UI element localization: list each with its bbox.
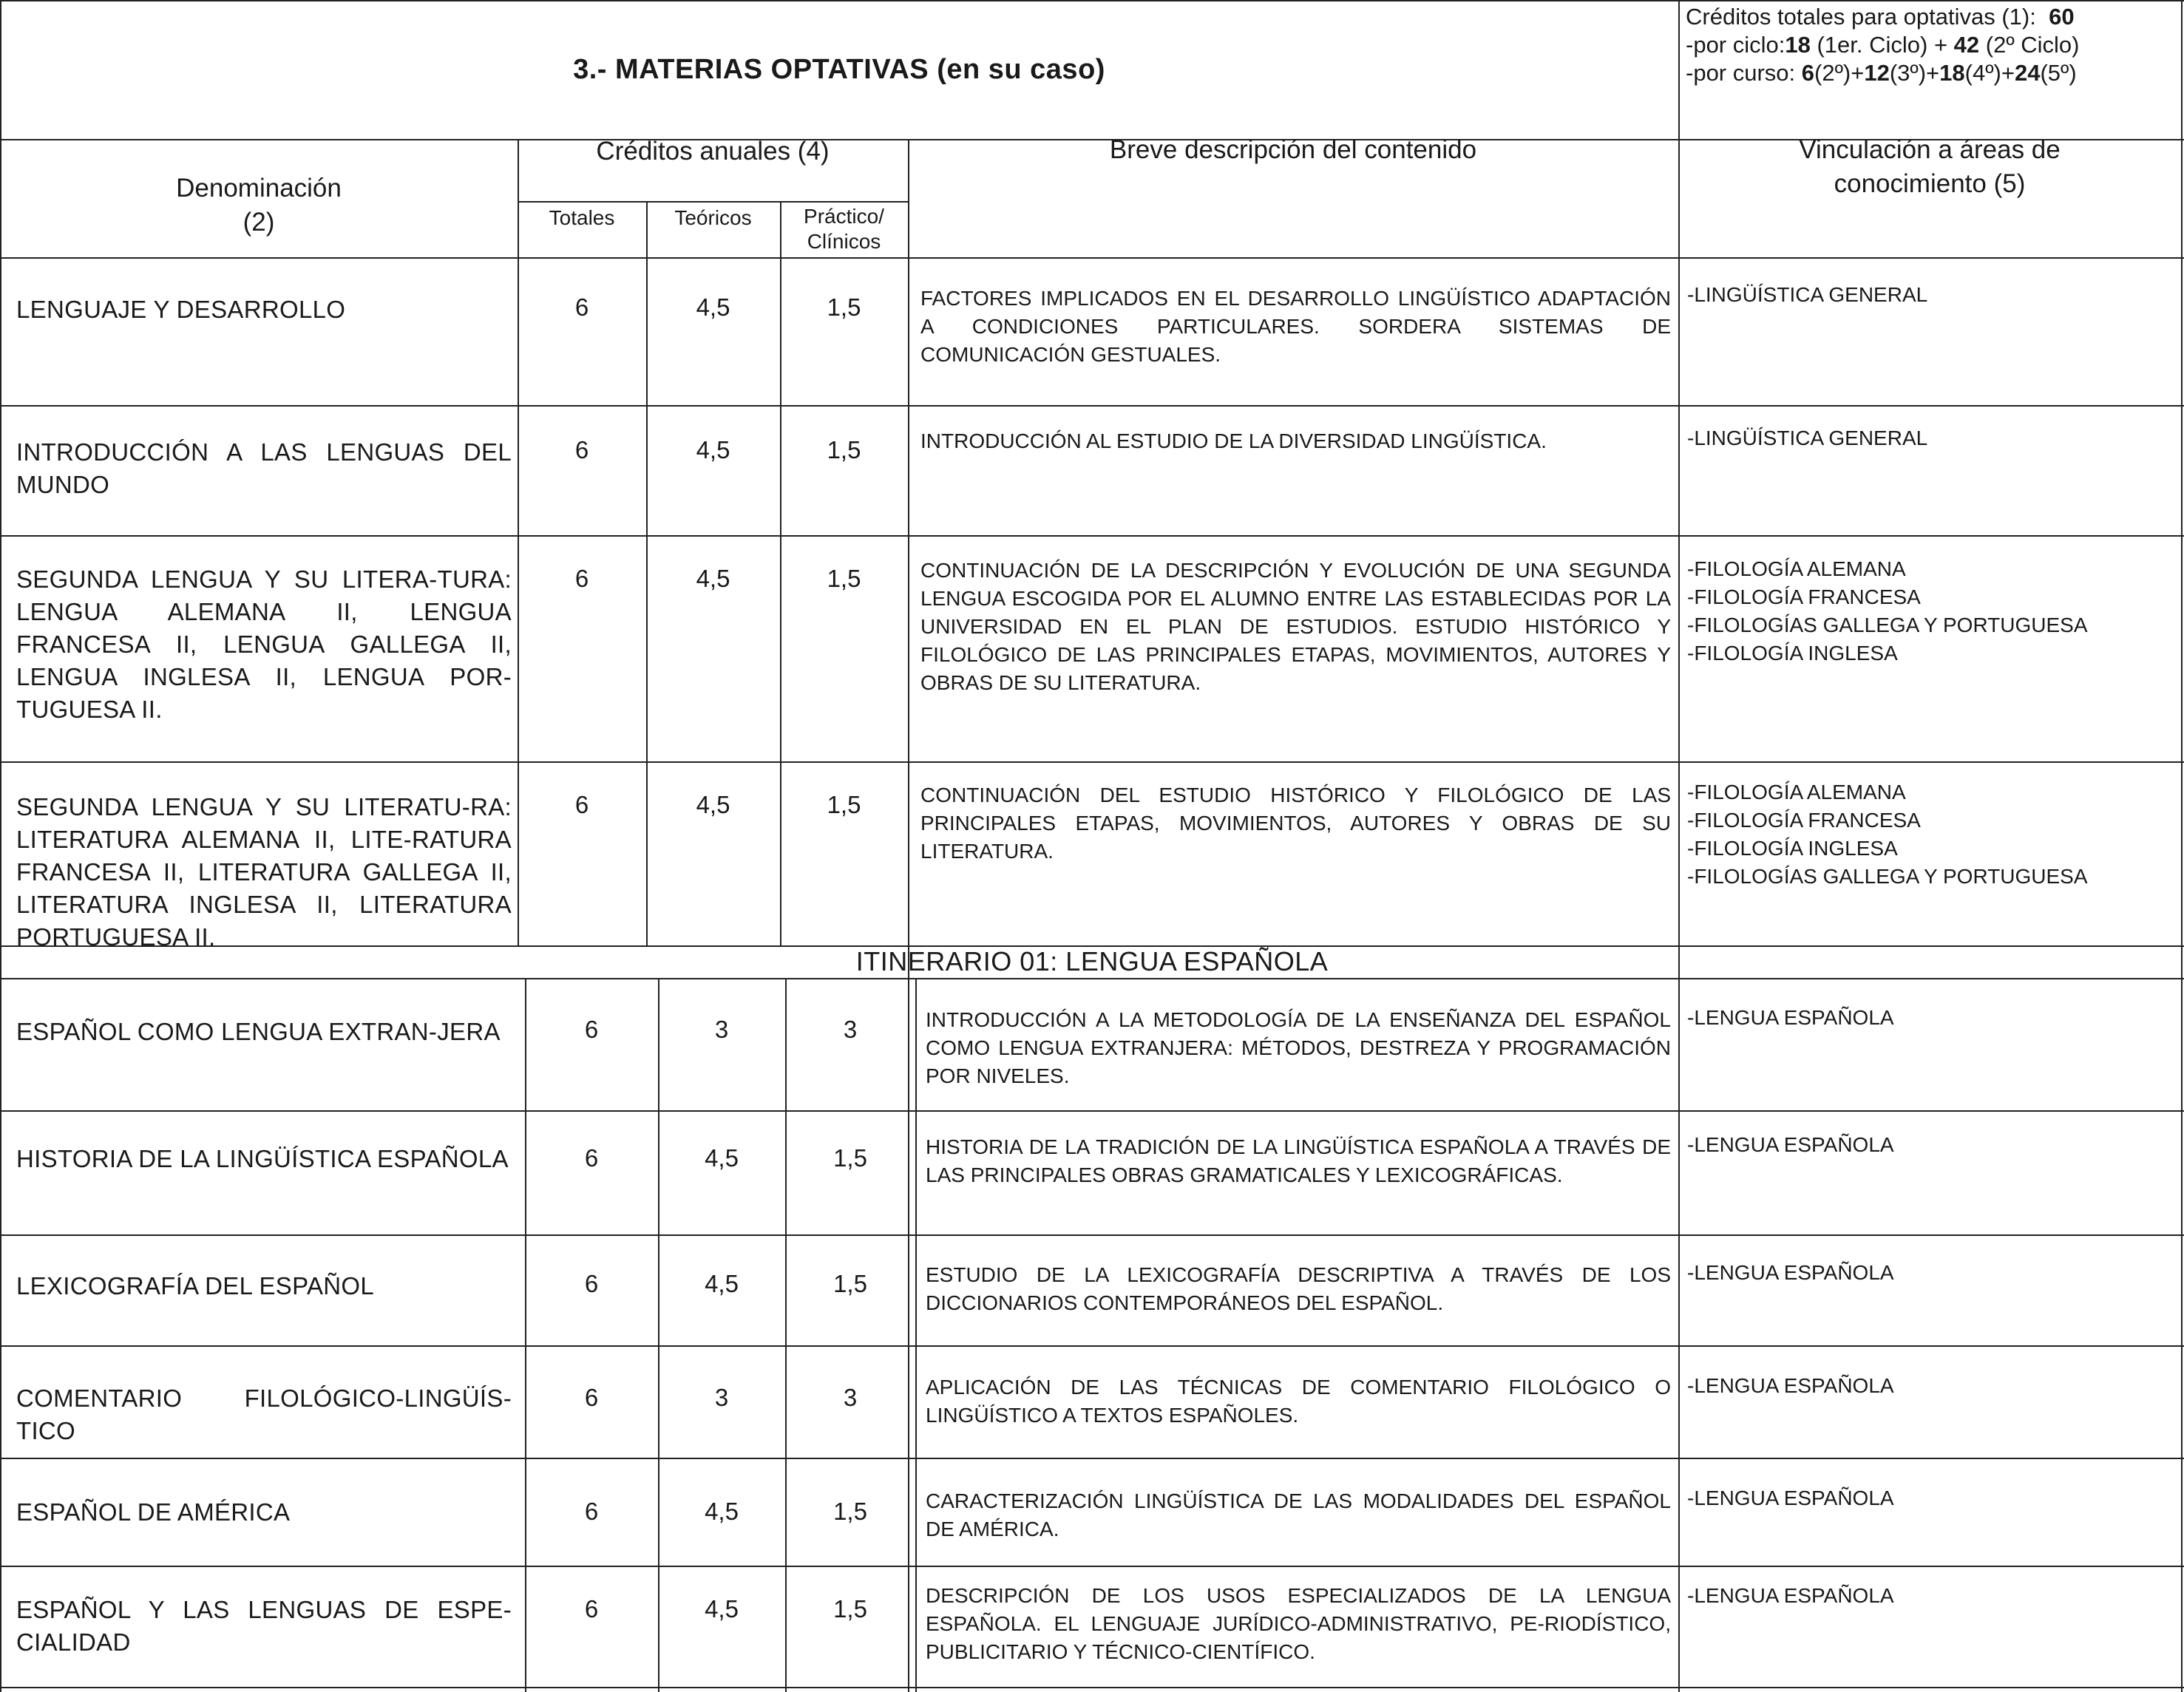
- credits-practicos: 1,5: [827, 436, 861, 463]
- area-item: -FILOLOGÍA INGLESA: [1687, 837, 1898, 860]
- area-item: -FILOLOGÍA FRANCESA: [1687, 809, 1921, 832]
- credits-course-2-label: (2º)+: [1814, 60, 1865, 86]
- course-name: INTRODUCCIÓN A LAS LENGUAS DEL MUNDO: [16, 438, 512, 498]
- rule-row-2: [0, 535, 2184, 537]
- header-teoricos: Teóricos: [674, 206, 752, 229]
- credits-course-label: -por curso:: [1686, 60, 1802, 86]
- credits-totales: 6: [574, 565, 589, 592]
- credits-totales: 6: [584, 1270, 599, 1297]
- credits-teoricos: 4,5: [696, 436, 730, 463]
- course-name: HISTORIA DE LA LINGÜÍSTICA ESPAÑOLA: [16, 1145, 509, 1172]
- credits-totales: 6: [584, 1498, 599, 1525]
- credits-cycle-2-label: (2º Ciclo): [1979, 32, 2080, 58]
- rule-row-5: [0, 1110, 2184, 1112]
- credits-course-2: 6: [1801, 60, 1815, 86]
- credits-totales: 6: [574, 293, 589, 321]
- rule-col-teoricos-2: [658, 978, 659, 1692]
- credits-practicos: 1,5: [833, 1595, 867, 1623]
- rule-row-8: [0, 1458, 2184, 1459]
- rule-col-areas: [1678, 0, 1680, 1692]
- credits-teoricos: 4,5: [705, 1144, 739, 1172]
- credits-teoricos: 4,5: [705, 1498, 739, 1525]
- header-creditos: Créditos anuales (4): [596, 137, 830, 166]
- area-item: -FILOLOGÍAS GALLEGA Y PORTUGUESA: [1687, 865, 2088, 888]
- course-description: ESTUDIO DE LA LEXICOGRAFÍA DESCRIPTIVA A TRAVÉS DE LOS DICCIONARIOS CONTEMPORÁNEOS DEL ESPAÑOL.: [926, 1263, 1671, 1314]
- course-description: CONTINUACIÓN DE LA DESCRIPCIÓN Y EVOLUCIÓN DE UNA SEGUNDA LENGUA ESCOGIDA POR EL ALUMNO ENTRE LAS ESTABLECIDAS POR LA UNIVERSIDAD EN EL PLAN DE ESTUDIOS. ESTUDIO HISTÓRICO Y FILOLÓGICO DE LAS PRINCIPALES ETAPAS, MOVIMIENTOS, AUTORES Y OBRAS DE SU LITERATURA.: [920, 559, 1671, 694]
- rule-col-desc: [908, 139, 909, 1692]
- course-areas: [1687, 778, 2183, 891]
- credits-summary: [1686, 3, 2181, 87]
- course-description: APLICACIÓN DE LAS TÉCNICAS DE COMENTARIO FILOLÓGICO O LINGÜÍSTICO A TEXTOS ESPAÑOLES.: [926, 1376, 1671, 1427]
- credits-practicos: 1,5: [827, 565, 861, 592]
- course-name: ESPAÑOL DE AMÉRICA: [16, 1498, 291, 1526]
- course-areas: [1687, 1372, 2183, 1400]
- course-name: SEGUNDA LENGUA Y SU LITERA-TURA: LENGUA ALEMANA II, LENGUA FRANCESA II, LENGUA GALLEGA II, LENGUA INGLESA II, LENGUA POR-TUGUESA II.: [16, 565, 512, 723]
- course-description: INTRODUCCIÓN AL ESTUDIO DE LA DIVERSIDAD LINGÜÍSTICA.: [920, 429, 1547, 452]
- course-areas: [1687, 1004, 2183, 1032]
- credits-total-label: Créditos totales para optativas (1):: [1686, 4, 2036, 30]
- credits-practicos: 1,5: [827, 791, 861, 818]
- course-name: LENGUAJE Y DESARROLLO: [16, 296, 346, 323]
- rule-row-1: [0, 405, 2184, 407]
- header-practicos: [780, 204, 908, 254]
- area-item: -LENGUA ESPAÑOLA: [1687, 1487, 1894, 1509]
- course-description: HISTORIA DE LA TRADICIÓN DE LA LINGÜÍSTICA ESPAÑOLA A TRAVÉS DE LAS PRINCIPALES OBRAS GRAMATICALES Y LEXICOGRÁFICAS.: [926, 1135, 1671, 1186]
- course-areas: [1687, 1484, 2183, 1512]
- credits-totales: 6: [584, 1016, 599, 1043]
- course-description: DESCRIPCIÓN DE LOS USOS ESPECIALIZADOS DE LA LENGUA ESPAÑOLA. EL LENGUAJE JURÍDICO-ADMINISTRATIVO, PE-RIODÍSTICO, PUBLICITARIO Y TÉCNICO-CIENTÍFICO.: [926, 1584, 1671, 1663]
- rule-row-3: [0, 761, 2184, 763]
- credits-teoricos: 4,5: [696, 791, 730, 818]
- credits-teoricos: 4,5: [696, 565, 730, 592]
- rule-col-practicos-2: [785, 978, 787, 1692]
- credits-teoricos: 3: [714, 1384, 729, 1411]
- credits-totales: 6: [574, 436, 589, 463]
- credits-practicos: 1,5: [833, 1144, 867, 1172]
- header-vinculacion-line1: Vinculación a áreas de: [1799, 135, 2061, 164]
- course-areas: [1687, 424, 2183, 452]
- course-areas: [1687, 1259, 2183, 1287]
- course-areas: [1687, 1131, 2183, 1159]
- area-item: -LENGUA ESPAÑOLA: [1687, 1133, 1894, 1156]
- credits-course-5-label: (5º): [2040, 60, 2077, 86]
- credits-course-4: 18: [1939, 60, 1965, 86]
- credits-practicos: 1,5: [827, 293, 861, 321]
- course-description: CONTINUACIÓN DEL ESTUDIO HISTÓRICO Y FILOLÓGICO DE LAS PRINCIPALES ETAPAS, MOVIMIENTOS, AUTORES Y OBRAS DE SU LITERATURA.: [920, 784, 1671, 863]
- page-title: 3.- MATERIAS OPTATIVAS (en su caso): [573, 53, 1105, 85]
- credits-totales: 6: [584, 1595, 599, 1623]
- rule-col-desc-2: [915, 978, 917, 1692]
- header-practicos-line1: Práctico/: [804, 205, 884, 228]
- header-vinculacion-line2: conocimiento (5): [1834, 169, 2026, 198]
- header-denominacion-note: (2): [243, 208, 275, 237]
- rule-col-totales: [518, 139, 519, 945]
- course-name: COMENTARIO FILOLÓGICO-LINGÜÍS-TICO: [16, 1384, 512, 1444]
- credits-cycle-1-label: (1er. Ciclo) +: [1810, 32, 1954, 58]
- credits-practicos: 1,5: [833, 1498, 867, 1525]
- credits-practicos: 1,5: [833, 1270, 867, 1297]
- area-item: -LENGUA ESPAÑOLA: [1687, 1374, 1894, 1397]
- header-denominacion: [0, 171, 518, 239]
- header-totales: Totales: [549, 206, 615, 229]
- rule-row-7: [0, 1345, 2184, 1347]
- rule-subheader: [518, 201, 908, 203]
- credits-teoricos: 3: [714, 1016, 729, 1043]
- area-item: -LENGUA ESPAÑOLA: [1687, 1006, 1894, 1029]
- rule-itinerary: [0, 978, 2184, 979]
- rule-row-6: [0, 1234, 2184, 1236]
- header-descripcion: Breve descripción del contenido: [1109, 135, 1477, 164]
- area-item: -FILOLOGÍA ALEMANA: [1687, 781, 1906, 803]
- course-description: INTRODUCCIÓN A LA METODOLOGÍA DE LA ENSEÑANZA DEL ESPAÑOL COMO LENGUA EXTRANJERA: MÉTODOS, DESTREZA Y PROGRAMACIÓN POR NIVELES.: [926, 1008, 1671, 1087]
- credits-teoricos: 4,5: [705, 1270, 739, 1297]
- header-denominacion-label: Denominación: [176, 174, 342, 203]
- credits-totales: 6: [584, 1144, 599, 1172]
- itinerary-label: ITINERARIO 01: LENGUA ESPAÑOLA: [855, 946, 1329, 976]
- area-item: -LENGUA ESPAÑOLA: [1687, 1584, 1894, 1607]
- credits-teoricos: 4,5: [696, 293, 730, 321]
- area-item: -LINGÜÍSTICA GENERAL: [1687, 283, 1928, 306]
- credits-practicos: 3: [843, 1384, 858, 1411]
- course-name: ESPAÑOL Y LAS LENGUAS DE ESPE-CIALIDAD: [16, 1596, 512, 1656]
- course-name: LEXICOGRAFÍA DEL ESPAÑOL: [16, 1272, 375, 1299]
- rule-left: [0, 0, 1, 1692]
- credits-total-value: 60: [2049, 4, 2075, 30]
- course-areas: [1687, 555, 2183, 667]
- area-item: -FILOLOGÍA FRANCESA: [1687, 585, 1921, 608]
- credits-practicos: 3: [843, 1016, 858, 1043]
- credits-cycle-label: -por ciclo:: [1686, 32, 1785, 58]
- course-description: CARACTERIZACIÓN LINGÜÍSTICA DE LAS MODALIDADES DEL ESPAÑOL DE AMÉRICA.: [926, 1489, 1671, 1540]
- course-areas: [1687, 1582, 2183, 1610]
- credits-cycle-1: 18: [1785, 32, 1811, 58]
- header-practicos-line2: Clínicos: [807, 230, 881, 253]
- area-item: -FILOLOGÍA INGLESA: [1687, 642, 1898, 665]
- course-description: FACTORES IMPLICADOS EN EL DESARROLLO LINGÜÍSTICO ADAPTACIÓN A CONDICIONES PARTICULARES. SORDERA SISTEMAS DE COMUNICACIÓN GESTUALES.: [920, 287, 1671, 366]
- credits-cycle-2: 42: [1953, 32, 1980, 58]
- area-item: -FILOLOGÍAS GALLEGA Y PORTUGUESA: [1687, 614, 2088, 636]
- rule-row-9: [0, 1566, 2184, 1567]
- credits-course-4-label: (4º)+: [1964, 60, 2015, 86]
- course-name: ESPAÑOL COMO LENGUA EXTRAN-JERA: [16, 1018, 501, 1045]
- area-item: -FILOLOGÍA ALEMANA: [1687, 557, 1906, 580]
- header-vinculacion: [1678, 133, 2181, 201]
- credits-totales: 6: [574, 791, 589, 818]
- area-item: -LENGUA ESPAÑOLA: [1687, 1261, 1894, 1284]
- credits-totales: 6: [584, 1384, 599, 1411]
- course-areas: [1687, 281, 2183, 309]
- credits-teoricos: 4,5: [705, 1595, 739, 1623]
- rule-col-totales-2: [525, 978, 526, 1692]
- rule-row-10: [0, 1687, 2184, 1688]
- credits-course-3-label: (3º)+: [1889, 60, 1940, 86]
- credits-course-3: 12: [1864, 60, 1890, 86]
- course-name: SEGUNDA LENGUA Y SU LITERATU-RA: LITERATURA ALEMANA II, LITE-RATURA FRANCESA II, LITERATURA GALLEGA II, LITERATURA INGLESA II, LITERATURA PORTUGUESA II.: [16, 793, 512, 951]
- rule-header-bottom: [0, 257, 2184, 259]
- area-item: -LINGÜÍSTICA GENERAL: [1687, 427, 1928, 449]
- credits-course-5: 24: [2014, 60, 2041, 86]
